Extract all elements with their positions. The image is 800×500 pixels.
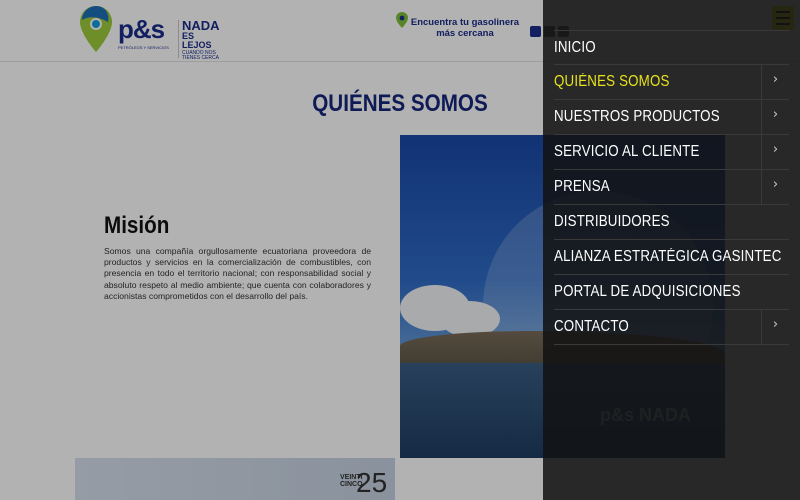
chevron-right-icon[interactable]: › bbox=[761, 170, 789, 205]
menu-item[interactable] bbox=[554, 135, 789, 170]
page-title: QUIÉNES SOMOS bbox=[312, 90, 488, 117]
menu-item-label: ALIANZA ESTRATÉGICA GASINTEC bbox=[554, 248, 782, 265]
menu-list bbox=[543, 30, 800, 345]
menu-item[interactable] bbox=[554, 275, 789, 310]
menu-item-label: QUIÉNES SOMOS bbox=[554, 73, 670, 90]
slogan-line-3: CUANDO NOS TIENES CERCA bbox=[182, 50, 219, 61]
menu-header-strip bbox=[543, 0, 800, 30]
chevron-right-icon[interactable]: › bbox=[761, 65, 789, 100]
banner-mark: VEINTI CINCO bbox=[340, 474, 363, 488]
chevron-right-icon[interactable]: › bbox=[761, 310, 789, 345]
menu-item-label: INICIO bbox=[554, 39, 596, 56]
mision-paragraph: Somos una compañía orgullosamente ecuatoriana proveedora de productos y servicios en la comercialización de combustibles, con presencia en todo el territorio nacional; con responsabilidad social y absoluto respeto al medio ambiente; que cuenta con colaboradores y accionistas comprometidos con el desarrollo del país. bbox=[104, 246, 371, 301]
menu-item[interactable] bbox=[554, 30, 789, 65]
menu-item-label: CONTACTO bbox=[554, 318, 629, 335]
chevron-right-icon[interactable]: › bbox=[761, 135, 789, 170]
menu-item-label: DISTRIBUIDORES bbox=[554, 213, 670, 230]
mision-heading: Misión bbox=[104, 212, 170, 239]
chevron-right-icon[interactable]: › bbox=[761, 100, 789, 135]
menu-item-label: PORTAL DE ADQUISICIONES bbox=[554, 283, 741, 300]
menu-item[interactable] bbox=[554, 65, 789, 100]
menu-item[interactable] bbox=[554, 310, 789, 345]
menu-item[interactable] bbox=[554, 205, 789, 240]
banner-number: 25 bbox=[356, 467, 388, 498]
logo-wordmark: p&s bbox=[118, 14, 165, 44]
logo-subtitle: PETRÓLEOS Y SERVICIOS bbox=[118, 45, 169, 50]
side-navigation-menu bbox=[543, 0, 800, 500]
slogan-line-1: NADA bbox=[182, 18, 220, 33]
menu-item-label: NUESTROS PRODUCTOS bbox=[554, 108, 720, 125]
gas-finder-label: Encuentra tu gasolinera más cercana bbox=[410, 17, 520, 39]
menu-item[interactable] bbox=[554, 240, 789, 275]
menu-item-label: SERVICIO AL CLIENTE bbox=[554, 143, 700, 160]
menu-item[interactable] bbox=[554, 170, 789, 205]
menu-item-label: PRENSA bbox=[554, 178, 610, 195]
menu-item[interactable] bbox=[554, 100, 789, 135]
slogan-line-2: ES LEJOS bbox=[182, 31, 212, 50]
